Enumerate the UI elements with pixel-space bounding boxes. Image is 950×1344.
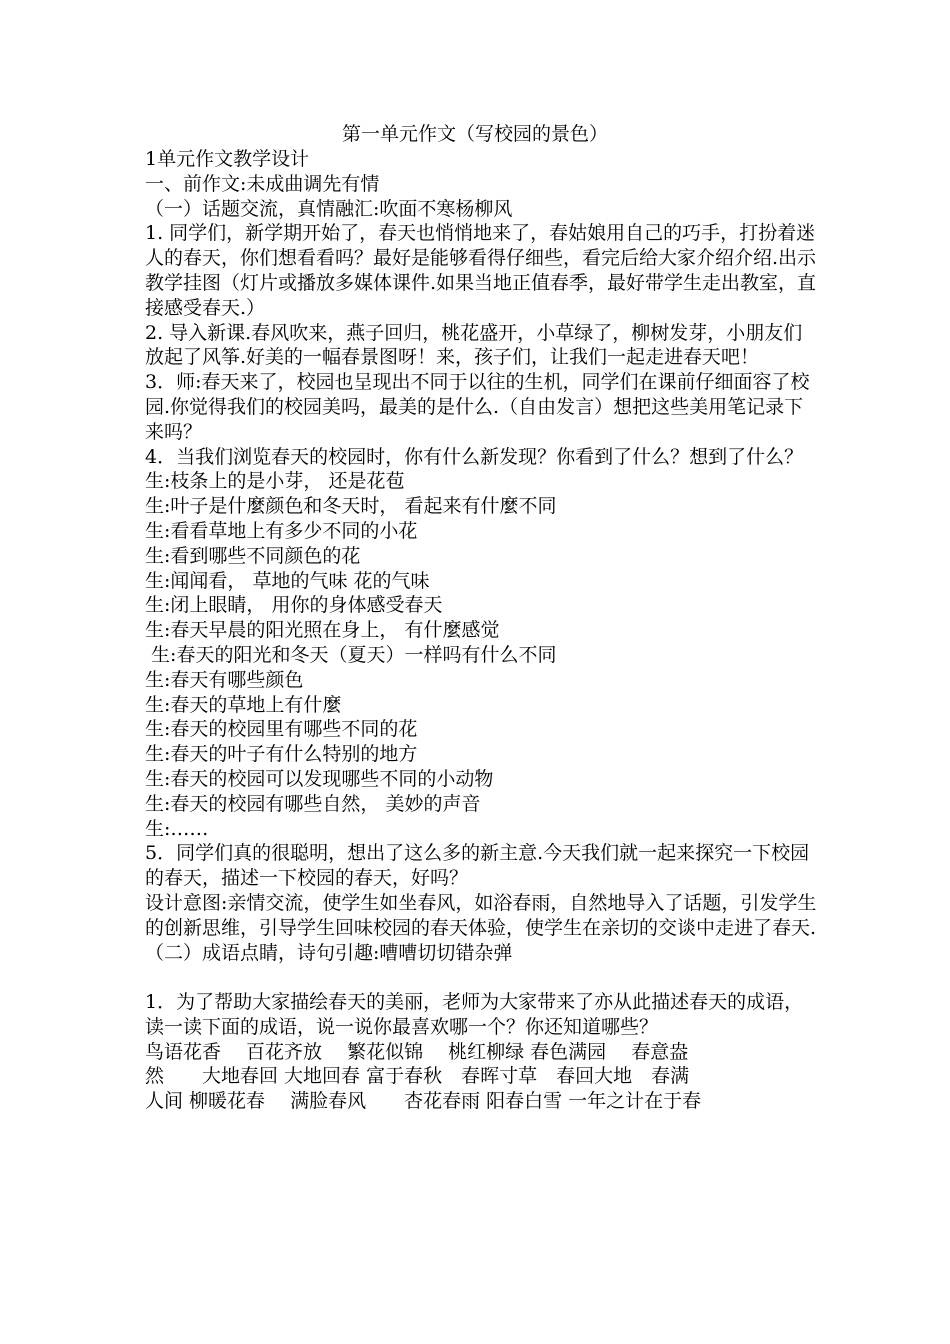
student-line: 生:春天的阳光和冬天（夏天）一样吗有什么不同 <box>145 643 557 666</box>
student-line: 生:春天有哪些颜色 <box>145 668 304 691</box>
paragraph-step-3: 3．师:春天来了，校园也呈现出不同于以往的生机，同学们在课前仔细面容了校园.你觉得我们的校园美吗，最美的是什么.（自由发言）想把这些美用笔记录下来吗？ <box>145 371 810 443</box>
section-heading-pre-writing: 一、前作文:未成曲调先有情 <box>145 172 380 195</box>
subsection-heading-idioms: （二）成语点睛，诗句引趣:嘈嘈切切错杂弹 <box>145 941 513 964</box>
student-line: 生:叶子是什麼颜色和冬天时， 看起来有什麼不同 <box>145 495 557 518</box>
student-line: 生:闻闻看， 草地的气味 花的气味 <box>145 569 430 592</box>
paragraph-idiom-intro: 1．为了帮助大家描绘春天的美丽，老师为大家带来了亦从此描述春天的成语，读一读下面的成语，说一说你最喜欢哪一个？你还知道哪些？ <box>145 991 804 1038</box>
student-line: 生:春天的校园里有哪些不同的花 <box>145 718 418 741</box>
student-line: 生:春天的叶子有什么特别的地方 <box>145 743 418 766</box>
paragraph-step-4: 4．当我们浏览春天的校园时，你有什么新发现？你看到了什么？想到了什么？ <box>145 445 804 468</box>
paragraph-step-2: 2. 导入新课.春风吹来，燕子回归，桃花盛开，小草绿了，柳树发芽，小朋友们放起了风筝.好美的一幅春景图呀！来，孩子们，让我们一起走进春天吧！ <box>145 321 803 369</box>
student-line: 生:看看草地上有多少不同的小花 <box>145 519 418 542</box>
document-title: 第一单元作文（写校园的景色） <box>341 123 608 145</box>
student-line: 生:春天的校园可以发现哪些不同的小动物 <box>145 767 494 790</box>
student-line: 生:春天的草地上有什麼 <box>145 693 342 716</box>
student-line: 生:春天的校园有哪些自然， 美妙的声音 <box>145 792 481 815</box>
blank-line <box>145 965 817 990</box>
paragraph-step-5: 5．同学们真的很聪明，想出了这么多的新主意.今天我们就一起来探究一下校园的春天，描述一下校园的春天，好吗？ <box>145 842 810 890</box>
student-line: 生:看到哪些不同颜色的花 <box>145 544 361 567</box>
idiom-line: 人间 柳暖花春 满脸春风 杏花春雨 阳春白雪 一年之计在于春 <box>145 1090 702 1113</box>
student-line: 生:春天早晨的阳光照在身上， 有什麼感觉 <box>145 619 500 642</box>
heading-unit-design: 1单元作文教学设计 <box>145 148 310 170</box>
student-line: 生:…… <box>145 817 209 840</box>
student-line: 生:闭上眼睛， 用你的身体感受春天 <box>145 594 443 617</box>
idiom-line: 然 大地春回 大地回春 富于春秋 春晖寸草 春回大地 春满 <box>145 1065 690 1088</box>
design-intent-paragraph: 设计意图:亲情交流，使学生如坐春风，如浴春雨，自然地导入了话题，引发学生的创新思维，引导学生回味校园的春天体验，使学生在亲切的交谈中走进了春天. <box>145 891 817 939</box>
paragraph-step-1: 1. 同学们，新学期开始了，春天也悄悄地来了，春姑娘用自己的巧手，打扮着迷人的春天，你们想看看吗？最好是能够看得仔细些，看完后给大家介绍介绍.出示教学挂图（灯片或播放多媒体课件.如果当地正值春季，最好带学生走出教室，直接感受春天.） <box>145 222 817 319</box>
document-body <box>145 147 817 1114</box>
student-line: 生:枝条上的是小芽， 还是花苞 <box>145 470 405 493</box>
idiom-line: 鸟语花香 百花齐放 繁花似锦 桃红柳绿 春色满园 春意盎 <box>145 1040 689 1063</box>
subsection-heading-topic-exchange: （一）话题交流，真情融汇:吹面不寒杨柳风 <box>145 197 513 220</box>
